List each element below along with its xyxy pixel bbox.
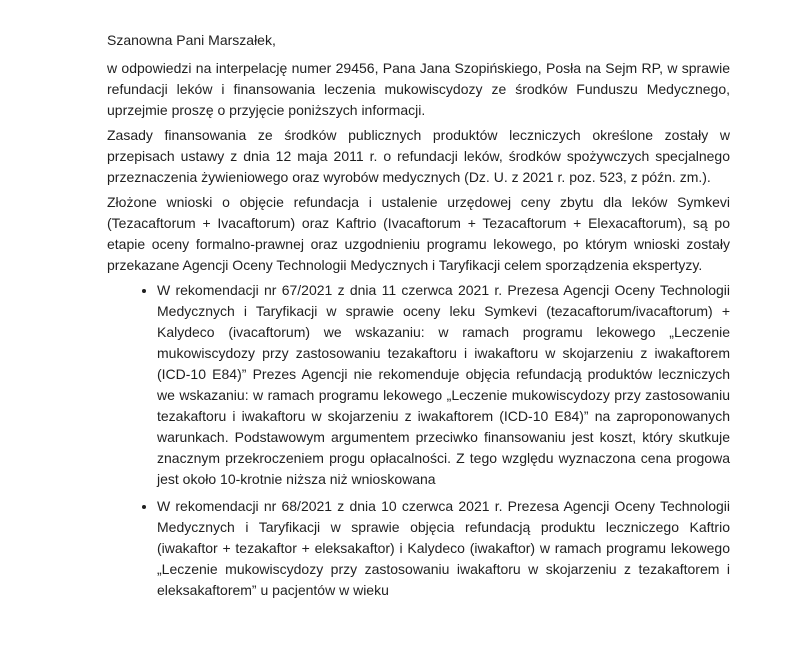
letter-body	[107, 30, 730, 607]
list-item-recommendation-67-2021: • W rekomendacji nr 67/2021 z dnia 11 czerwca 2021 r. Prezesa Agencji Oceny Technologii Medycznych i Taryfikacji w sprawie oceny leku Symkevi (tezacaftorum/ivacaftorum) + Kalydeco (ivacaftorum) we wskazaniu: w ramach programu lekowego „Leczenie mukowiscydozy przy zastosowaniu tezakaftoru i iwakaftoru w skojarzeniu z iwakaftorem (ICD-10 E84)” Prezes Agencji nie rekomenduje objęcia refundacją produktów leczniczych we wskazaniu: w ramach programu lekowego „Leczenie mukowiscydozy przy zastosowaniu tezakaftoru i iwakaftoru w skojarzeniu z iwakaftorem (ICD-10 E84)” na zaproponowanych warunkach. Podstawowym argumentem przeciwko finansowaniu jest koszt, który skutkuje znacznym przekroczeniem progu opłacalności. Z tego względu wyznaczona cena progowa jest około 10-krotnie niższa niż wnioskowana	[157, 280, 730, 490]
paragraph-legal-basis: Zasady finansowania ze środków publicznych produktów leczniczych określone zostały w przepisach ustawy z dnia 12 maja 2011 r. o refundacji leków, środków spożywczych specjalnego przeznaczenia żywieniowego oraz wyrobów medycznych (Dz. U. z 2021 r. poz. 523, z późn. zm.).	[107, 127, 730, 185]
salutation: Szanowna Pani Marszałek,	[107, 32, 276, 48]
recommendations-list	[107, 280, 730, 601]
paragraph-intro-interpelacja: w odpowiedzi na interpelację numer 29456, Pana Jana Szopińskiego, Posła na Sejm RP, w sprawie refundacji leków i finansowania leczenia mukowiscydozy ze środków Funduszu Medycznego, uprzejmie proszę o przyjęcie poniższych informacji.	[107, 60, 730, 118]
list-item-recommendation-68-2021: • W rekomendacji nr 68/2021 z dnia 10 czerwca 2021 r. Prezesa Agencji Oceny Technologii Medycznych i Taryfikacji w sprawie objęcia refundacją produktu leczniczego Kaftrio (iwakaftor + tezakaftor + eleksakaftor) i Kalydeco (iwakaftor) w ramach programu lekowego „Leczenie mukowiscydozy przy zastosowaniu iwakaftoru w skojarzeniu z tezakaftorem i eleksakaftorem” u pacjentów w wieku	[157, 496, 730, 601]
paragraph-submitted-applications: Złożone wnioski o objęcie refundacja i ustalenie urzędowej ceny zbytu dla leków Symkevi (Tezacaftorum + Ivacaftorum) oraz Kaftrio (Ivacaftorum + Tezacaftorum + Elexacaftorum), są po etapie oceny formalno-prawnej oraz uzgodnieniu programu lekowego, po którym wnioski zostały przekazane Agencji Oceny Technologii Medycznych i Taryfikacji celem sporządzenia ekspertyzy.	[107, 194, 730, 273]
